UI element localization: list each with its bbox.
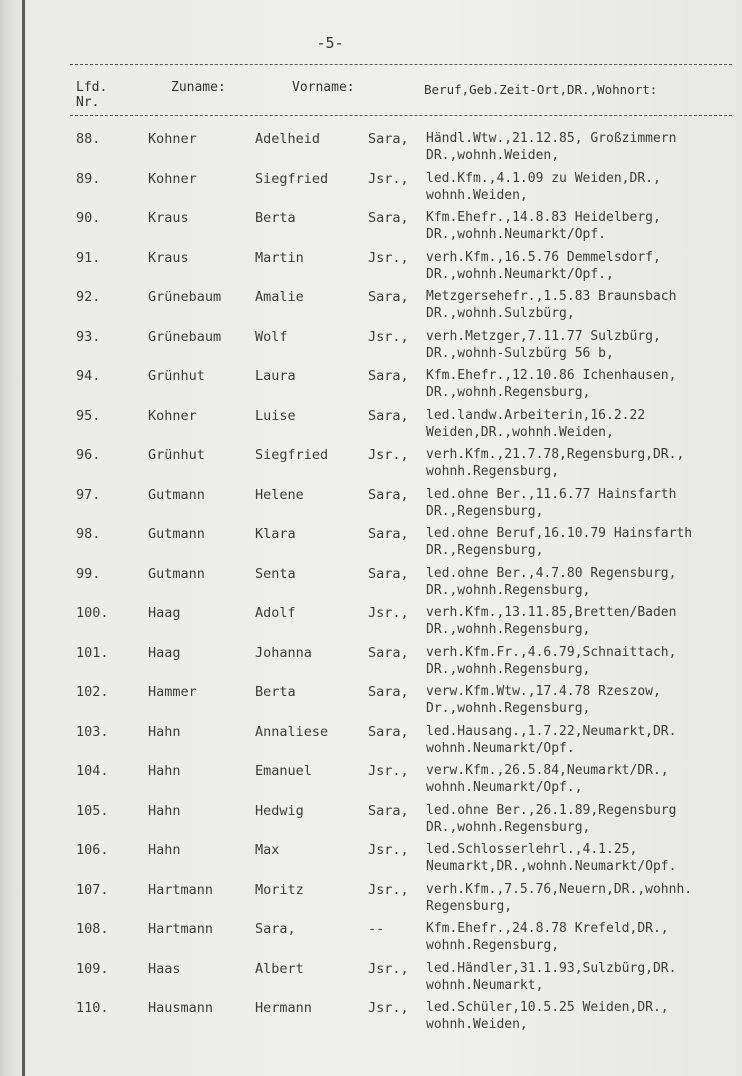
- surname: Kohner: [148, 131, 197, 147]
- entry-number: 91.: [76, 249, 101, 266]
- first-name: Senta: [255, 565, 296, 582]
- surname: Hartmann: [148, 881, 214, 898]
- entry-number: 101.: [76, 644, 109, 661]
- details-line-2: wohnh.Weiden,: [426, 187, 528, 203]
- entry-number: 105.: [76, 802, 109, 819]
- name-suffix: Sara,: [368, 407, 409, 424]
- name-suffix: Sara,: [368, 644, 409, 661]
- details-line-1: led.Schlosserlehrl.,4.1.25,: [426, 842, 638, 857]
- details-line-1: led.ohne Ber.,11.6.77 Hainsfarth: [426, 486, 677, 502]
- details-line-1: verh.Metzger,7.11.77 Sulzbürg,: [426, 328, 661, 344]
- details-line-2: DR.,wohnh.Neumarkt/Opf.,: [426, 266, 614, 282]
- details-line-2: Weiden,DR.,wohnh.Weiden,: [426, 424, 614, 440]
- table-row: [0, 996, 742, 1036]
- surname: Kohner: [148, 407, 197, 424]
- first-name: Johanna: [255, 644, 312, 661]
- table-row: [0, 878, 742, 918]
- name-suffix: Sara,: [368, 565, 409, 582]
- entry-number: 103.: [76, 723, 109, 740]
- details-line-2: wohnh.Neumarkt/Opf.: [426, 740, 575, 756]
- first-name: Max: [255, 842, 280, 858]
- header-vorname: Vorname:: [292, 80, 355, 95]
- header-lfd: Lfd.: [76, 80, 108, 95]
- details-line-1: Kfm.Ehefr.,12.10.86 Ichenhausen,: [426, 368, 677, 383]
- details-line-2: DR.,wohnh.Regensburg,: [426, 582, 591, 598]
- name-suffix: Jsr.,: [368, 1000, 409, 1016]
- details-line-2: Regensburg,: [426, 898, 513, 914]
- details-line-1: verh.Kfm.,13.11.85,Bretten/Baden: [426, 605, 677, 620]
- surname: Haag: [148, 605, 181, 621]
- entry-number: 110.: [76, 1000, 109, 1016]
- surname: Kohner: [148, 170, 197, 187]
- details-line-2: DR.,wohnh.Regensburg,: [426, 661, 591, 677]
- table-row: [0, 206, 742, 246]
- table-row: [0, 799, 742, 839]
- name-suffix: Sara,: [368, 802, 409, 819]
- table-row: [0, 325, 742, 365]
- table-row: [0, 917, 742, 957]
- details-line-2: DR.,Regensburg,: [426, 543, 544, 558]
- entry-number: 104.: [76, 763, 109, 779]
- first-name: Hermann: [255, 1000, 312, 1016]
- name-suffix: Sara,: [368, 526, 409, 542]
- first-name: Hedwig: [255, 802, 304, 819]
- first-name: Klara: [255, 526, 296, 542]
- entry-number: 92.: [76, 289, 101, 305]
- details-line-1: verw.Kfm.,26.5.84,Neumarkt/DR.,: [426, 763, 669, 778]
- details-line-2: Neumarkt,DR.,wohnh.Neumarkt/Opf.: [426, 859, 677, 874]
- surname: Gutmann: [148, 565, 205, 582]
- details-line-2: DR.,wohnh.Regensburg,: [426, 385, 591, 400]
- name-suffix: Jsr.,: [368, 960, 409, 977]
- surname: Gutmann: [148, 486, 205, 503]
- entry-number: 93.: [76, 328, 101, 345]
- table-row: [0, 443, 742, 483]
- entry-number: 109.: [76, 960, 109, 977]
- name-suffix: Jsr.,: [368, 249, 409, 266]
- name-suffix: Sara,: [368, 210, 409, 226]
- details-line-1: Kfm.Ehefr.,14.8.83 Heidelberg,: [426, 210, 661, 225]
- first-name: Siegfried: [255, 447, 329, 463]
- first-name: Siegfried: [255, 170, 329, 187]
- entry-number: 90.: [76, 210, 101, 226]
- details-line-1: Kfm.Ehefr.,24.8.78 Krefeld,DR.,: [426, 921, 669, 936]
- details-line-1: led.Hausang.,1.7.22,Neumarkt,DR.: [426, 723, 677, 739]
- surname: Haag: [148, 644, 181, 661]
- details-line-1: led.Händler,31.1.93,Sulzbürg,DR.: [426, 960, 677, 976]
- name-suffix: Jsr.,: [368, 605, 409, 621]
- surname: Grünebaum: [148, 289, 222, 305]
- name-suffix: Jsr.,: [368, 842, 409, 858]
- surname: Hahn: [148, 723, 181, 740]
- surname: Hahn: [148, 802, 181, 819]
- first-name: Annaliese: [255, 723, 329, 740]
- entry-number: 102.: [76, 684, 109, 700]
- name-suffix: Sara,: [368, 368, 409, 384]
- first-name: Luise: [255, 407, 296, 424]
- details-line-2: DR.,wohnh.Sulzbürg,: [426, 306, 575, 321]
- details-line-1: Händl.Wtw.,21.12.85, Großzimmern: [426, 131, 677, 146]
- first-name: Moritz: [255, 881, 304, 898]
- entry-number: 96.: [76, 447, 101, 463]
- header-nr: Nr.: [76, 95, 100, 110]
- first-name: Martin: [255, 249, 304, 266]
- table-row: [0, 285, 742, 325]
- surname: Grünhut: [148, 368, 205, 384]
- details-line-1: led.Kfm.,4.1.09 zu Weiden,DR.,: [426, 170, 661, 186]
- first-name: Albert: [255, 960, 304, 977]
- details-line-2: DR.,wohnh.Regensburg,: [426, 622, 591, 637]
- surname: Grünebaum: [148, 328, 222, 345]
- name-suffix: Sara,: [368, 723, 409, 740]
- table-row: [0, 720, 742, 760]
- table-row: [0, 641, 742, 681]
- surname: Kraus: [148, 249, 189, 266]
- details-line-1: led.ohne Beruf,16.10.79 Hainsfarth: [426, 526, 693, 541]
- header-zuname: Zuname:: [171, 80, 226, 95]
- table-row: [0, 127, 742, 167]
- first-name: Sara,: [255, 921, 296, 937]
- table-row: [0, 404, 742, 444]
- first-name: Wolf: [255, 328, 288, 345]
- entry-number: 98.: [76, 526, 101, 542]
- entry-number: 99.: [76, 565, 101, 582]
- page-number: -5-: [316, 34, 344, 52]
- details-line-1: led.landw.Arbeiterin,16.2.22: [426, 407, 646, 423]
- surname: Hammer: [148, 684, 197, 700]
- entry-number: 100.: [76, 605, 109, 621]
- table-row: [0, 167, 742, 207]
- table-row: [0, 601, 742, 641]
- table-row: [0, 838, 742, 878]
- name-suffix: Sara,: [368, 486, 409, 503]
- details-line-2: DR.,Regensburg,: [426, 503, 544, 519]
- table-row: [0, 957, 742, 997]
- details-line-1: Metzgersehefr.,1.5.83 Braunsbach: [426, 289, 677, 304]
- surname: Gutmann: [148, 526, 205, 542]
- name-suffix: Sara,: [368, 289, 409, 305]
- entry-number: 106.: [76, 842, 109, 858]
- header-bottom-rule: [70, 115, 732, 116]
- surname: Hausmann: [148, 1000, 214, 1016]
- entry-number: 97.: [76, 486, 101, 503]
- name-suffix: Jsr.,: [368, 447, 409, 463]
- table-row: [0, 364, 742, 404]
- entry-number: 89.: [76, 170, 101, 187]
- entry-number: 107.: [76, 881, 109, 898]
- details-line-1: led.ohne Ber.,4.7.80 Regensburg,: [426, 565, 677, 581]
- details-line-1: led.ohne Ber.,26.1.89,Regensburg: [426, 802, 677, 818]
- first-name: Berta: [255, 684, 296, 700]
- details-line-2: Dr.,wohnh.Regensburg,: [426, 701, 591, 716]
- first-name: Adelheid: [255, 131, 321, 147]
- entry-number: 88.: [76, 131, 101, 147]
- details-line-1: led.Schüler,10.5.25 Weiden,DR.,: [426, 1000, 669, 1015]
- details-line-2: wohnh.Regensburg,: [426, 938, 560, 953]
- details-line-1: verw.Kfm.Wtw.,17.4.78 Rzeszow,: [426, 684, 661, 699]
- entry-number: 94.: [76, 368, 101, 384]
- table-row: [0, 246, 742, 286]
- header-top-rule: [70, 64, 732, 65]
- surname: Hahn: [148, 842, 181, 858]
- table-row: [0, 522, 742, 562]
- surname: Haas: [148, 960, 181, 977]
- details-line-2: DR.,wohnh.Weiden,: [426, 148, 560, 163]
- details-line-2: wohnh.Regensburg,: [426, 464, 560, 479]
- name-suffix: Sara,: [368, 684, 409, 700]
- name-suffix: Sara,: [368, 131, 409, 147]
- first-name: Amalie: [255, 289, 304, 305]
- details-line-2: DR.,wohnh.Regensburg,: [426, 819, 591, 835]
- table-row: [0, 759, 742, 799]
- details-line-1: verh.Kfm.,21.7.78,Regensburg,DR.,: [426, 447, 685, 462]
- table-row: [0, 483, 742, 523]
- first-name: Helene: [255, 486, 304, 503]
- name-suffix: Jsr.,: [368, 881, 409, 898]
- first-name: Berta: [255, 210, 296, 226]
- details-line-1: verh.Kfm.,16.5.76 Demmelsdorf,: [426, 249, 661, 265]
- table-row: [0, 562, 742, 602]
- name-suffix: --: [368, 921, 385, 937]
- details-line-2: wohnh.Neumarkt/Opf.,: [426, 780, 583, 795]
- first-name: Adolf: [255, 605, 296, 621]
- details-line-2: wohnh.Neumarkt,: [426, 977, 544, 993]
- details-line-1: verh.Kfm.Fr.,4.6.79,Schnaittach,: [426, 644, 677, 660]
- first-name: Emanuel: [255, 763, 312, 779]
- details-line-2: DR.,wohnh.Neumarkt/Opf.: [426, 227, 607, 242]
- header-info: Beruf,Geb.Zeit-Ort,DR.,Wohnort:: [424, 82, 658, 97]
- entry-number: 108.: [76, 921, 109, 937]
- table-row: [0, 680, 742, 720]
- details-line-2: wohnh.Weiden,: [426, 1017, 528, 1032]
- entry-number: 95.: [76, 407, 101, 424]
- name-suffix: Jsr.,: [368, 763, 409, 779]
- first-name: Laura: [255, 368, 296, 384]
- details-line-2: DR.,wohnh-Sulzbürg 56 b,: [426, 345, 614, 361]
- name-suffix: Jsr.,: [368, 170, 409, 187]
- surname: Hahn: [148, 763, 181, 779]
- details-line-1: verh.Kfm.,7.5.76,Neuern,DR.,wohnh.: [426, 881, 693, 897]
- surname: Kraus: [148, 210, 189, 226]
- surname: Hartmann: [148, 921, 214, 937]
- surname: Grünhut: [148, 447, 205, 463]
- name-suffix: Jsr.,: [368, 328, 409, 345]
